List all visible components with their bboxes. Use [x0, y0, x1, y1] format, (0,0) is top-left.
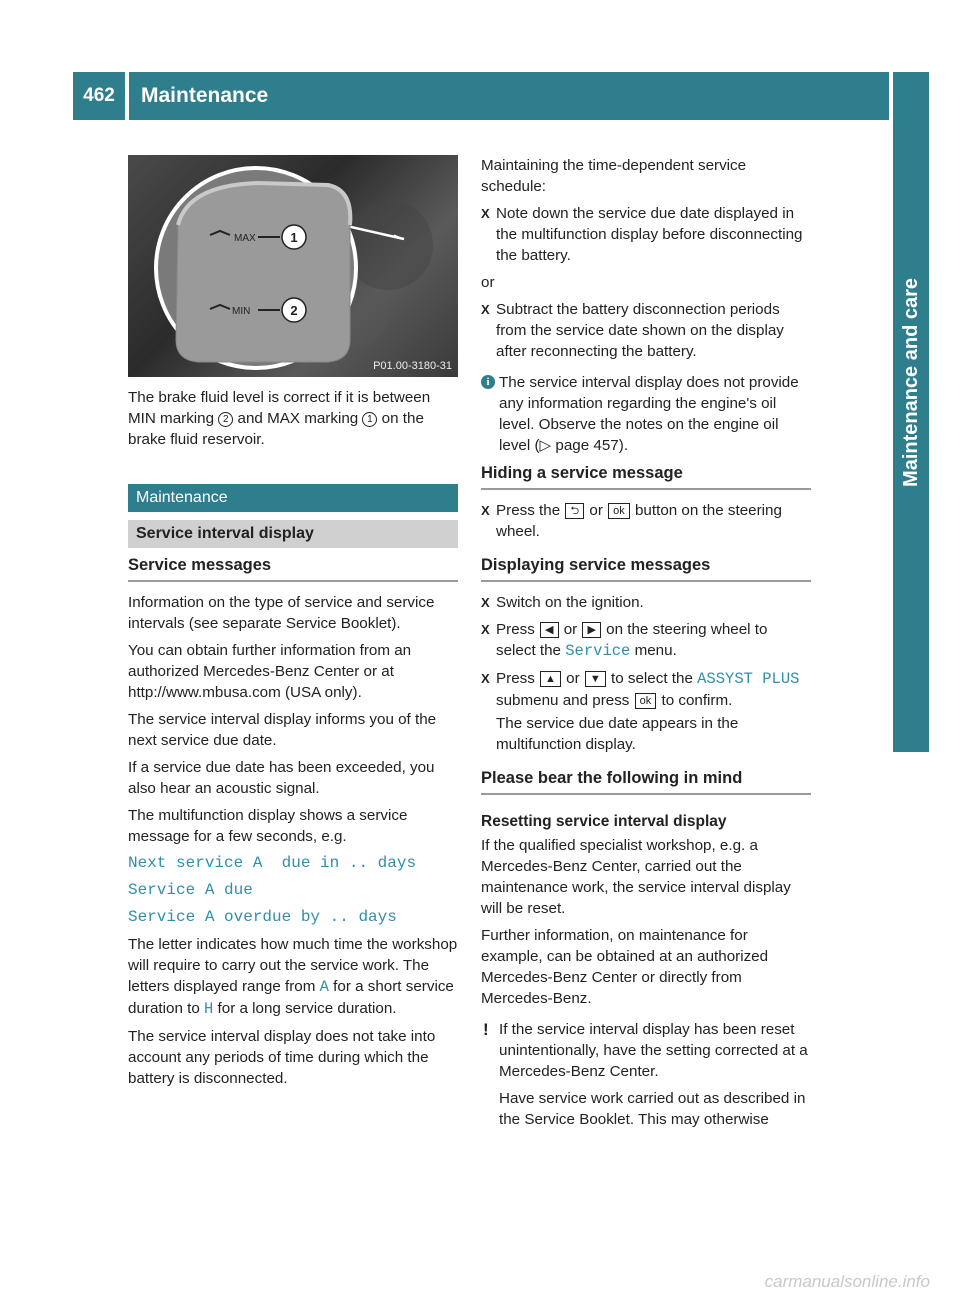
- paragraph: You can obtain further information from an authorized Mercedes-Benz Center or at http://www.mbusa.com (USA only).: [128, 642, 412, 701]
- left-column: [128, 155, 458, 1095]
- display-message: Service A due: [128, 881, 253, 899]
- display-message: Service A overdue by .. days: [128, 908, 397, 926]
- callout-1-inline: 1: [362, 412, 377, 427]
- display-message: Next service A due in .. days: [128, 854, 417, 872]
- instruction-item: X Subtract the battery disconnection periods from the service date shown on the display after reconnecting the battery.: [481, 299, 811, 362]
- menu-assyst-plus: ASSYST PLUS: [697, 670, 800, 688]
- instruction-item: X Press ◀ or ▶ on the steering wheel to select the Service menu.: [481, 619, 811, 662]
- figure-code: P01.00-3180-31: [373, 360, 452, 372]
- info-icon: i: [481, 375, 495, 389]
- paragraph: Have service work carried out as described in the Service Booklet. This may otherwise: [499, 1090, 806, 1128]
- watermark: carmanualsonline.info: [764, 1272, 930, 1291]
- instruction-item: X Note down the service due date displayed in the multifunction display before disconnecting the battery.: [481, 203, 811, 266]
- right-arrow-button-icon: ▶: [582, 622, 600, 638]
- heading-bear-in-mind: Please bear the following in mind: [481, 769, 811, 795]
- down-arrow-button-icon: ▼: [585, 671, 606, 687]
- section-title: Maintenance: [128, 484, 458, 512]
- paragraph: The multifunction display shows a service message for a few seconds, e.g.: [128, 807, 408, 845]
- heading-displaying: Displaying service messages: [481, 556, 811, 582]
- subsection-title: Service interval display: [128, 520, 458, 548]
- heading-resetting: Resetting service interval display: [481, 813, 727, 830]
- letter-a: A: [319, 978, 329, 996]
- paragraph: The letter indicates how much time the workshop will require to carry out the service work. The letters displayed range from A for a short service duration to H for a long service duration.: [128, 936, 458, 1018]
- paragraph: Further information, on maintenance for example, can be obtained at an authorized Mercedes-Benz Center or directly from Mercedes-Benz.: [481, 927, 769, 1007]
- left-arrow-button-icon: ◀: [540, 622, 558, 638]
- side-tab-label-wrap: [893, 72, 929, 692]
- callout-1-number: 1: [290, 230, 298, 245]
- max-label: MAX: [234, 233, 256, 244]
- page-number: 462: [73, 72, 125, 120]
- info-note: i The service interval display does not provide any information regarding the engine's oil level. Observe the notes on the engine oil level (▷ page 457).: [481, 372, 811, 456]
- ok-button-icon: ok: [635, 693, 657, 709]
- side-tab-label: Maintenance and care: [899, 277, 922, 487]
- min-label: MIN: [232, 306, 251, 317]
- paragraph: If the qualified specialist workshop, e.g. a Mercedes-Benz Center, carried out the maintenance work, the service interval display will be reset.: [481, 837, 791, 917]
- thumb-index-marker: [893, 700, 929, 752]
- warning-note: ! If the service interval display has been reset unintentionally, have the setting corrected at a Mercedes-Benz Center.: [483, 1020, 808, 1080]
- menu-service: Service: [565, 642, 631, 660]
- heading-hiding: Hiding a service message: [481, 464, 811, 490]
- ok-button-icon: ok: [608, 503, 630, 519]
- figure-caption: The brake fluid level is correct if it is between MIN marking 2 and MAX marking 1 on the brake fluid reservoir.: [128, 389, 431, 448]
- paragraph: The service due date appears in the multifunction display.: [496, 715, 739, 753]
- reservoir-illustration: [128, 155, 458, 377]
- or-text: or: [481, 274, 495, 291]
- back-button-icon: ⮌: [565, 503, 584, 519]
- warning-icon: !: [483, 1020, 489, 1039]
- page-title: Maintenance: [129, 72, 889, 120]
- callout-2-number: 2: [290, 303, 298, 318]
- instruction-item: X Press the ⮌ or ok button on the steering wheel.: [481, 500, 811, 542]
- paragraph: The service interval display does not take into account any periods of time during which the battery is disconnected.: [128, 1028, 436, 1087]
- letter-h: H: [204, 1000, 214, 1018]
- callout-2-inline: 2: [218, 412, 233, 427]
- paragraph: Information on the type of service and service intervals (see separate Service Booklet).: [128, 594, 435, 632]
- instruction-item: X Switch on the ignition.: [481, 592, 811, 613]
- paragraph: The service interval display informs you of the next service due date.: [128, 711, 437, 749]
- right-column: [481, 155, 811, 1136]
- paragraph: If a service due date has been exceeded, you also hear an acoustic signal.: [128, 759, 435, 797]
- paragraph: Maintaining the time-dependent service schedule:: [481, 157, 747, 195]
- up-arrow-button-icon: ▲: [540, 671, 561, 687]
- heading-service-messages: Service messages: [128, 556, 458, 582]
- instruction-item: X Press ▲ or ▼ to select the ASSYST PLUS submenu and press ok to confirm.: [481, 668, 811, 711]
- brake-fluid-reservoir-photo: [128, 155, 458, 377]
